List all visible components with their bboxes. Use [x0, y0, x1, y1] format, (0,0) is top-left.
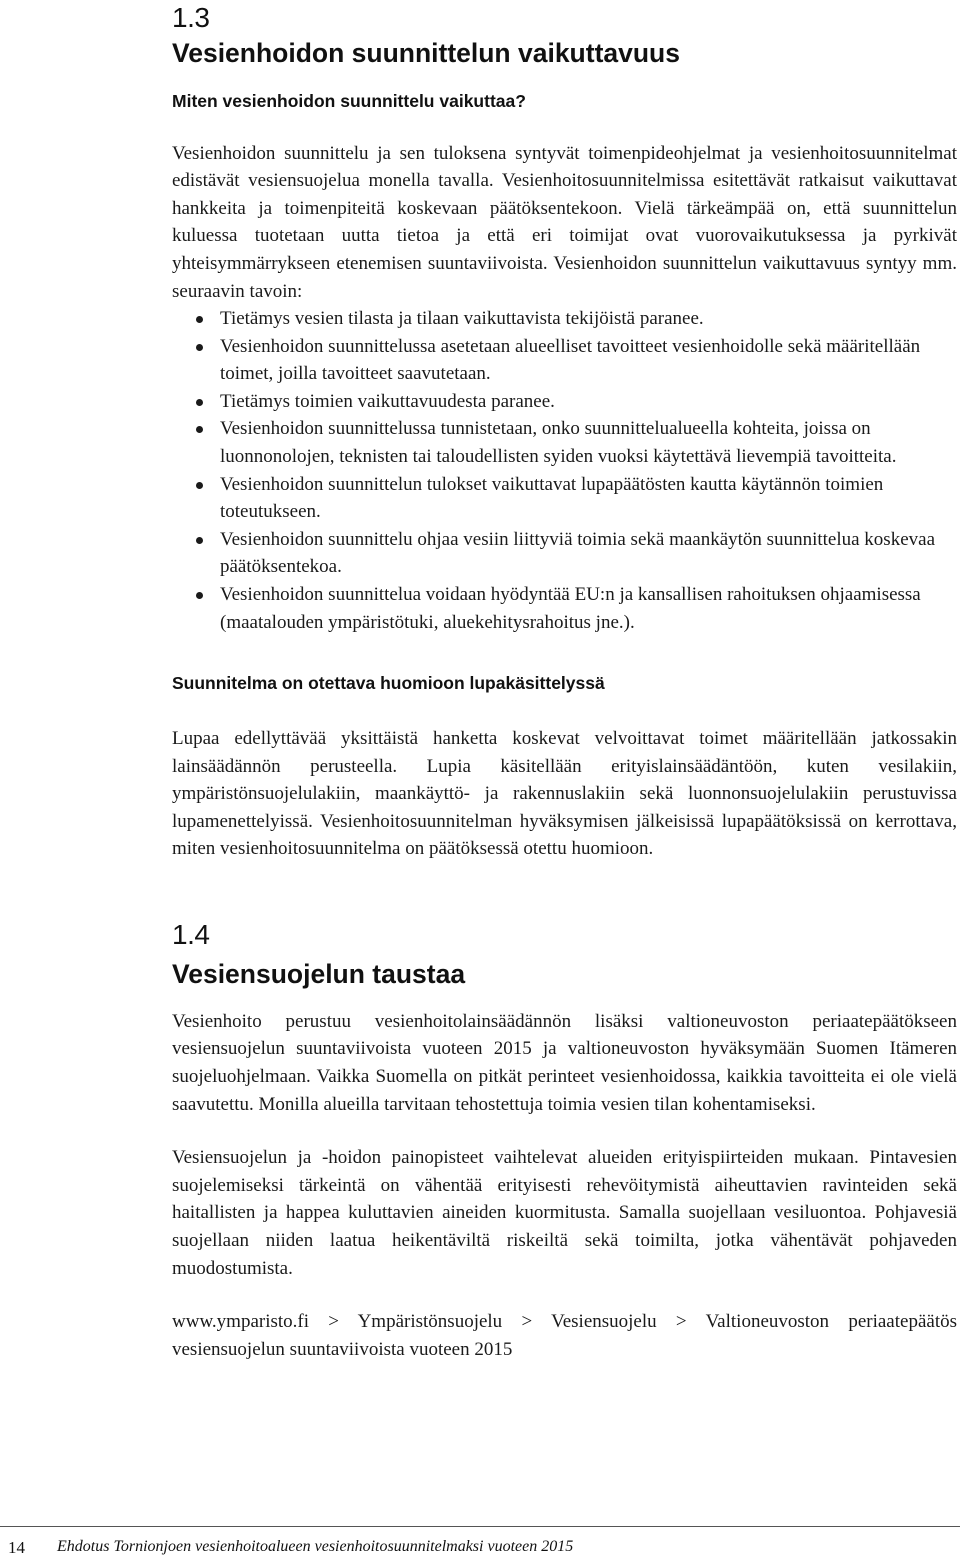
- bullet-icon: [196, 482, 203, 489]
- bullet-icon: [196, 344, 203, 351]
- permit-paragraph: Lupaa edellyttävää yksittäistä hanketta koskevat velvoittavat toimet määritellään jatkossakin lainsäädännön perusteella. Lupia käsitellään erityislainsäädäntöön, kuten vesilakiin, ympäristönsuojelulakiin, maankäyttö- ja rakennuslakiin sekä luonnonsuojelulakiin perustuvissa lupamenettelyissä. Vesienhoitosuunnitelman hyväksymisen jälkeisissä lupapäätöksissä on kerrottava, miten vesienhoitosuunnitelma on päätöksessä otettu huomioon.: [172, 727, 957, 860]
- bullet-icon: [196, 537, 203, 544]
- page-content: [172, 0, 957, 1363]
- bullet-icon: [196, 316, 203, 323]
- list-item: [172, 388, 957, 416]
- list-item-text: Vesienhoidon suunnittelussa asetetaan alueelliset tavoitteet vesienhoidolle sekä määritellään toimet, joilla tavoitteet saavutetaan.: [220, 335, 921, 385]
- page-footer: [0, 1526, 960, 1559]
- section-title: Vesiensuojelun taustaa: [172, 958, 466, 989]
- list-item: [172, 471, 957, 526]
- footer-title: Ehdotus Tornionjoen vesienhoitoalueen vesienhoitosuunnitelmaksi vuoteen 2015: [57, 1538, 574, 1555]
- list-item-text: Tietämys toimien vaikuttavuudesta paranee.: [220, 390, 555, 412]
- list-item-text: Tietämys vesien tilasta ja tilaan vaikuttavista tekijöistä paranee.: [220, 308, 704, 330]
- section-title: Vesienhoidon suunnittelun vaikuttavuus: [172, 38, 680, 68]
- section-number: 1.4: [172, 918, 210, 950]
- list-item: [172, 526, 957, 581]
- bullet-icon: [196, 399, 203, 406]
- background-paragraph-2: Vesiensuojelun ja -hoidon painopisteet vaihtelevat alueiden erityispiirteiden mukaan. Pintavesien suojelemiseksi tärkeintä on vähentää erityisesti rehevöitymistä aiheuttavien ravinteiden sekä haitallisten ja happea kuluttavien aineiden kuormitusta. Samalla suojellaan vesiluontoa. Pohjavesiä suojellaan niiden laatua heikentäviltä riskeiltä sekä toimilta, jotka vähentävät pohjaveden muodostumista.: [172, 1147, 957, 1279]
- list-item: [172, 333, 957, 388]
- list-item: [172, 415, 957, 470]
- impact-list: [172, 305, 957, 636]
- list-item: [172, 305, 957, 333]
- section-1-3: [172, 4, 957, 863]
- background-paragraph-1: Vesienhoito perustuu vesienhoitolainsäädännön lisäksi valtioneuvoston periaatepäätökseen vesiensuojelun suuntaviivoista vuoteen 2015 ja valtioneuvoston hyväksymään Suomen Itämeren suojeluohjelmaan. Vaikka Suomella on pitkät perinteet vesienhoidossa, kaikkia tavoitteita ei ole vielä saavutettu. Monilla alueilla tarvitaan tehostettuja toimia vesien tilan kohentamiseksi.: [172, 1010, 957, 1115]
- list-item-text: Vesienhoidon suunnittelun tulokset vaikuttavat lupapäätösten kautta käytännön toimien toteutukseen.: [220, 473, 884, 523]
- page-number: 14: [8, 1538, 25, 1557]
- intro-paragraph: Vesienhoidon suunnittelu ja sen tuloksena syntyvät toimenpideohjelmat ja vesienhoitosuunnitelmat edistävät vesiensuojelua monella tavalla. Vesienhoitosuunnitelmissa esitettävät ratkaisut vaikuttavat hankkeita ja toimenpiteitä koskevaan päätöksentekoon. Vielä tärkeämpää on, että suunnittelun kuluessa tuotetaan uutta tietoa ja että eri toimijat ovat vuorovaikutuksessa ja pyrkivät yhteisymmärrykseen etenemisen suuntaviivoista. Vesienhoidon suunnittelun vaikuttavuus syntyy mm. seuraavin tavoin:: [172, 142, 957, 302]
- list-item: [172, 581, 957, 636]
- footer-divider: [0, 1526, 960, 1527]
- subheading-permits: Suunnitelma on otettava huomioon lupakäsittelyssä: [172, 673, 605, 694]
- bullet-icon: [196, 426, 203, 433]
- section-1-4: [172, 918, 957, 1363]
- subheading: Miten vesienhoidon suunnittelu vaikuttaa?: [172, 90, 526, 111]
- bullet-icon: [196, 592, 203, 599]
- list-item-text: Vesienhoidon suunnittelussa tunnistetaan, onko suunnittelualueella kohteita, joissa on luonnonolojen, teknisten tai taloudellisten syiden vuoksi käytettävä lievempiä tavoitteita.: [220, 418, 897, 468]
- list-item-text: Vesienhoidon suunnittelua voidaan hyödyntää EU:n ja kansallisen rahoituksen ohjaamisessa (maatalouden ympäristötuki, aluekehitysrahoitus jne.).: [220, 584, 921, 633]
- section-number: 1.3: [172, 2, 210, 33]
- list-item-text: Vesienhoidon suunnittelu ohjaa vesiin liittyviä toimia sekä maankäytön suunnittelua koskevaa päätöksentekoa.: [220, 528, 935, 578]
- reference-link[interactable]: www.ymparisto.fi > Ympäristönsuojelu > Vesiensuojelu > Valtioneuvoston periaatepäätös vesiensuojelun suuntaviivoista vuoteen 2015: [172, 1311, 957, 1360]
